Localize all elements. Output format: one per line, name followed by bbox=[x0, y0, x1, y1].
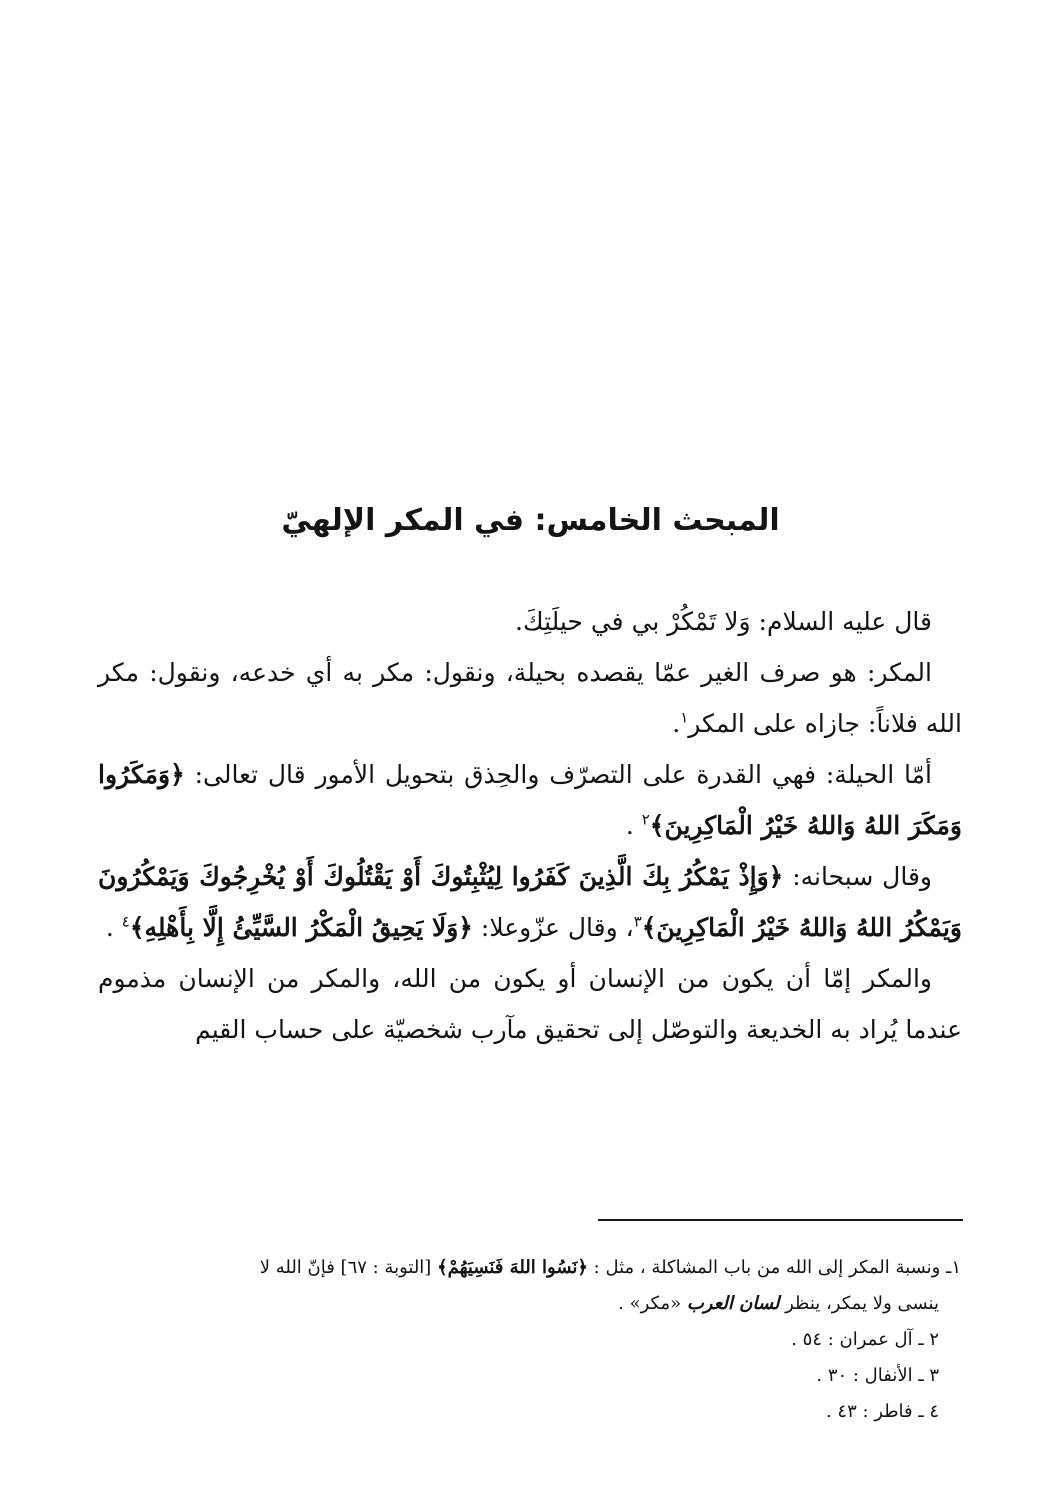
footnote-1 bbox=[95, 1250, 961, 1286]
footnote-ref-3[interactable]: ٣ bbox=[633, 912, 642, 931]
paragraph-3-end: . bbox=[625, 811, 634, 840]
footnote-4: ٤ ـ فاطر : ٤٣ . bbox=[825, 1401, 939, 1422]
quran-verse-2: ﴿وَإِذْ يَمْكُرُ بِكَ الَّذِينَ كَفَرُوا لِيُثْبِتُوكَ أَوْ يَقْتُلُوكَ أَوْ يُخْرِجُوكَ وَيَمْكُرُونَ وَيَمْكُرُ اللهُ وَاللهُ خَيْرُ الْمَاكِرِينَ﴾ bbox=[98, 862, 962, 942]
footnote-ref-4[interactable]: ٤ bbox=[121, 912, 130, 931]
footnote-3: ٣ ـ الأنفال : ٣٠ . bbox=[816, 1365, 939, 1386]
paragraph-4-mid: ، وقال عزّوعلا: bbox=[472, 913, 634, 942]
footnote-1-text-a: ١ـ ونسبة المكر إلى الله من باب المشاكلة ، مثل : bbox=[587, 1257, 961, 1278]
footnote-1-verse: ﴿نَسُوا اللهَ فَنَسِيَهُمْ﴾ bbox=[437, 1257, 588, 1278]
footnote-divider bbox=[598, 1219, 963, 1221]
paragraph-2-text: المكر: هو صرف الغير عمّا يقصده بحيلة، ونقول: مكر به أي خدعه، ونقول: مكر الله فلاناً: جازاه على المكر bbox=[98, 658, 962, 738]
main-text bbox=[98, 596, 962, 1055]
paragraph-4-lead: وقال سبحانه: bbox=[783, 862, 932, 891]
paragraph-2 bbox=[98, 647, 962, 749]
paragraph-1 bbox=[98, 596, 962, 647]
footnote-ref-1[interactable]: ١ bbox=[680, 708, 689, 727]
paragraph-1-quote: وَلا تَمْكُرْ بي في حيلَتِكَ. bbox=[515, 607, 751, 636]
quran-verse-3: ﴿وَلَا يَحِيقُ الْمَكْرُ السَّيِّئُ إِلَّا بِأَهْلِهِ﴾ bbox=[129, 913, 473, 942]
quran-verse-1: ﴿وَمَكَرُوا وَمَكَرَ اللهُ وَاللهُ خَيْرُ الْمَاكِرِينَ﴾ bbox=[98, 760, 962, 840]
footnote-1-text-c: ينسى ولا يمكر، ينظر bbox=[779, 1293, 939, 1314]
paragraph-5-text: والمكر إمّا أن يكون من الإنسان أو يكون من الله، والمكر من الإنسان مذموم عندما يُراد به الخديعة والتوصّل إلى تحقيق مآرب شخصيّة على حساب القيم bbox=[98, 964, 962, 1044]
paragraph-5 bbox=[98, 953, 962, 1055]
footnotes bbox=[95, 1250, 961, 1430]
footnote-ref-2[interactable]: ٢ bbox=[641, 810, 650, 829]
footnote-1-continued bbox=[95, 1286, 961, 1322]
paragraph-4-end: . bbox=[105, 913, 114, 942]
footnote-2: ٢ ـ آل عمران : ٥٤ . bbox=[791, 1329, 939, 1350]
paragraph-3 bbox=[98, 749, 962, 851]
paragraph-4 bbox=[98, 851, 962, 953]
footnote-1-text-d: «مكر» . bbox=[618, 1293, 687, 1314]
paragraph-1-lead: قال عليه السلام: bbox=[750, 607, 932, 636]
footnote-1-text-b: [التوبة : ٦٧] فإنّ الله لا bbox=[259, 1257, 438, 1278]
paragraph-2-end: . bbox=[672, 709, 681, 738]
footnote-1-book-title: لسان العرب bbox=[686, 1293, 780, 1314]
paragraph-3-text: أمّا الحيلة: فهي القدرة على التصرّف والحِذق بتحويل الأمور قال تعالى: bbox=[194, 760, 932, 789]
section-title: المبحث الخامس: في المكر الإلهيّ bbox=[281, 503, 780, 538]
